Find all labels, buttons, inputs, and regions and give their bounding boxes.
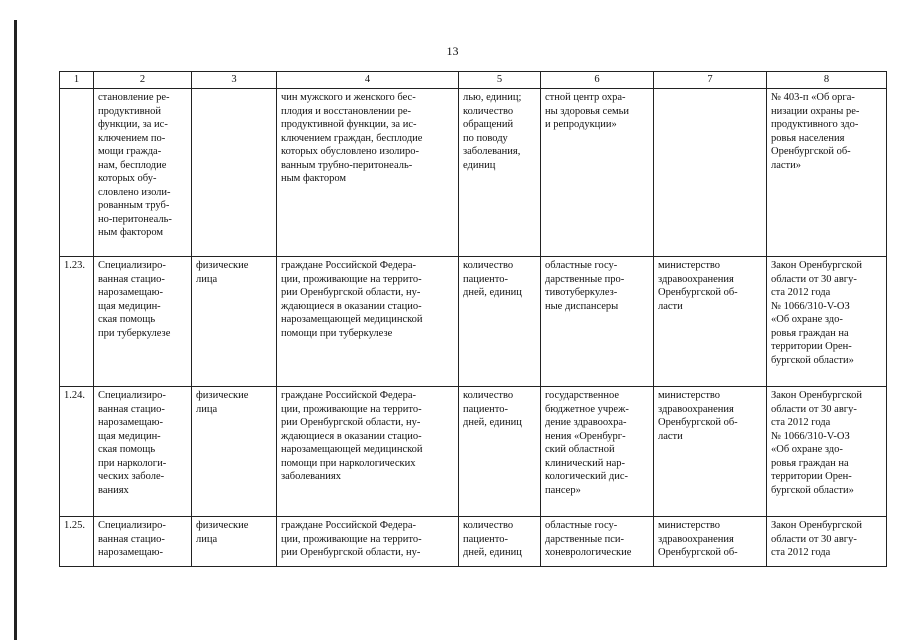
- cell-unit: лью, единиц; количество обращений по поводу заболевания, единиц: [459, 89, 541, 257]
- header-cell: 7: [654, 72, 767, 89]
- cell-authority: министерство здравоохранения Оренбургской об-: [654, 517, 767, 567]
- cell-institution: областные госу- дарственные про- тивотуберкулез- ные диспансеры: [541, 257, 654, 387]
- cell-law: Закон Оренбургской области от 30 авгу- ста 2012 года № 1066/310-V-ОЗ «Об охране здо- ровья граждан на территории Орен- бургской области»: [767, 387, 887, 517]
- header-cell: 3: [192, 72, 277, 89]
- cell-category: физические лица: [192, 257, 277, 387]
- cell-institution: стной центр охра- ны здоровья семьи и репродукции»: [541, 89, 654, 257]
- header-row: [60, 72, 887, 89]
- cell-category: физические лица: [192, 517, 277, 567]
- cell-unit: количество пациенто- дней, единиц: [459, 387, 541, 517]
- cell-institution: областные госу- дарственные пси- хоневрологические: [541, 517, 654, 567]
- cell-number: 1.23.: [60, 257, 94, 387]
- cell-recipients: граждане Российской Федера- ции, проживающие на террито- рии Оренбургской области, ну- ждающиеся в оказании стацио- нарозамещающей медицинской помощи при туберкулезе: [277, 257, 459, 387]
- cell-service-name: становление ре- продуктивной функции, за ис- ключением по- мощи гражда- нам, бесплодие которых обу- словлено изоли- рованным труб- но-перитонеаль- ным фактором: [94, 89, 192, 257]
- header-cell: 2: [94, 72, 192, 89]
- table-row: [60, 257, 887, 387]
- table-row: [60, 387, 887, 517]
- cell-authority: министерство здравоохранения Оренбургской об- ласти: [654, 257, 767, 387]
- page-number: 13: [446, 44, 459, 58]
- cell-category: физические лица: [192, 387, 277, 517]
- cell-institution: государственное бюджетное учреж- дение здравоохра- нения «Оренбург- ский областной клинический нар- кологический дис- пансер»: [541, 387, 654, 517]
- cell-unit: количество пациенто- дней, единиц: [459, 517, 541, 567]
- services-table: [59, 71, 887, 567]
- cell-authority: министерство здравоохранения Оренбургской об- ласти: [654, 387, 767, 517]
- cell-law: № 403-п «Об орга- низации охраны ре- продуктивного здо- ровья населения Оренбургской об- ласти»: [767, 89, 887, 257]
- header-cell: 6: [541, 72, 654, 89]
- header-cell: 1: [60, 72, 94, 89]
- cell-service-name: Специализиро- ванная стацио- нарозамещаю- щая медицин- ская помощь при наркологи- ческих заболе- ваниях: [94, 387, 192, 517]
- cell-recipients: граждане Российской Федера- ции, проживающие на террито- рии Оренбургской области, ну-: [277, 517, 459, 567]
- cell-recipients: чин мужского и женского бес- плодия и восстановлении ре- продуктивной функции, за ис- ключением граждан, бесплодие которых обусловлено изолиро- ванным трубно-перитонеаль- ным фактором: [277, 89, 459, 257]
- table-row: [60, 517, 887, 567]
- cell-category: [192, 89, 277, 257]
- cell-number: 1.24.: [60, 387, 94, 517]
- cell-authority: [654, 89, 767, 257]
- cell-service-name: Специализиро- ванная стацио- нарозамещаю-: [94, 517, 192, 567]
- header-cell: 5: [459, 72, 541, 89]
- table-row: [60, 89, 887, 257]
- cell-number: 1.25.: [60, 517, 94, 567]
- cell-service-name: Специализиро- ванная стацио- нарозамещаю- щая медицин- ская помощь при туберкулезе: [94, 257, 192, 387]
- cell-number: [60, 89, 94, 257]
- cell-law: Закон Оренбургской области от 30 авгу- ста 2012 года: [767, 517, 887, 567]
- cell-recipients: граждане Российской Федера- ции, проживающие на террито- рии Оренбургской области, ну- ждающиеся в оказании стацио- нарозамещающей медицинской помощи при наркологических заболеваниях: [277, 387, 459, 517]
- header-cell: 4: [277, 72, 459, 89]
- cell-unit: количество пациенто- дней, единиц: [459, 257, 541, 387]
- scan-edge: [14, 20, 17, 640]
- header-cell: 8: [767, 72, 887, 89]
- cell-law: Закон Оренбургской области от 30 авгу- ста 2012 года № 1066/310-V-ОЗ «Об охране здо- ровья граждан на территории Орен- бургской области»: [767, 257, 887, 387]
